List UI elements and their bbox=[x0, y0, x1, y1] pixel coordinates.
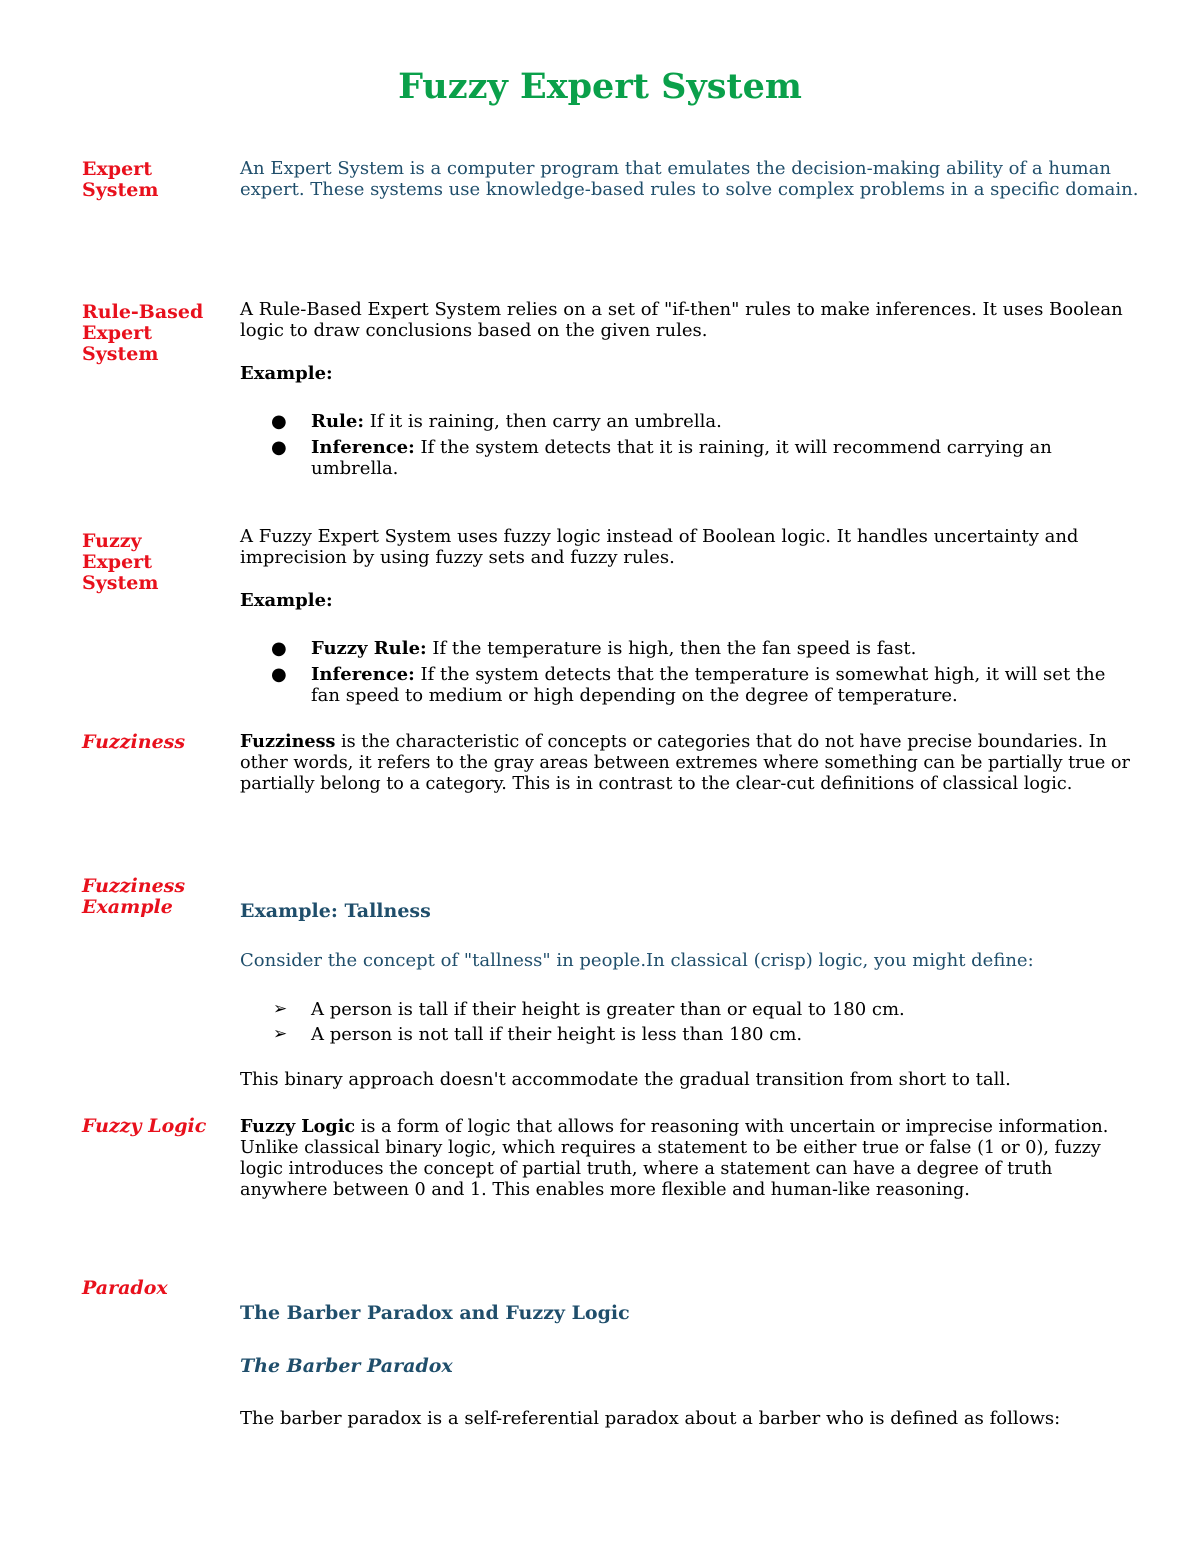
term-fuzzy-logic: Fuzzy Logic bbox=[82, 1115, 207, 1137]
item-text: If it is raining, then carry an umbrella. bbox=[363, 411, 722, 432]
expert-system-definition bbox=[240, 158, 1140, 200]
paradox-section bbox=[240, 1303, 1140, 1429]
bullet-icon: ● bbox=[271, 638, 287, 659]
rule-based-list bbox=[240, 411, 1140, 479]
document-title: Fuzzy Expert System bbox=[398, 66, 802, 107]
fuzzy-logic-definition bbox=[240, 1116, 1140, 1201]
item-label: Rule: bbox=[311, 411, 364, 432]
term-line: Expert bbox=[82, 322, 152, 344]
list-item bbox=[240, 1024, 1140, 1045]
term-line: Rule-Based bbox=[82, 301, 204, 323]
list-item bbox=[240, 437, 1140, 479]
paragraph-text: is a form of logic that allows for reasoning with uncertain or imprecise information. Unlike classical binary logic, which requires a statement to be either true or false (1 or 0), fuzzy logic introduces the concept of partial truth, where a statement can have a degree of truth anywhere between 0 and 1. This enables more flexible and human-like reasoning. bbox=[240, 1117, 1109, 1200]
lead-term: Fuzziness bbox=[240, 731, 336, 752]
paragraph-text: is the characteristic of concepts or categories that do not have precise boundaries. In other words, it refers to the gray areas between extremes where something can be partially true or partially belong to a category. This is in contrast to the clear-cut definitions of classical logic. bbox=[240, 732, 1130, 794]
term-line: Expert bbox=[82, 551, 152, 573]
fuzziness-example-section bbox=[240, 901, 1140, 1090]
list-item bbox=[240, 999, 1140, 1020]
example-intro: Consider the concept of "tallness" in people.In classical (crisp) logic, you might define: bbox=[240, 950, 1034, 971]
item-label: Inference: bbox=[311, 664, 415, 685]
lead-term: Fuzzy Logic bbox=[240, 1116, 356, 1137]
term-fuzzy-expert-system bbox=[82, 531, 232, 594]
example-label: Example: bbox=[240, 590, 333, 611]
item-text: A person is not tall if their height is less than 180 cm. bbox=[311, 1024, 803, 1045]
item-text: If the system detects that the temperature is somewhat high, it will set the fan speed to medium or high depending on the degree of temperature. bbox=[311, 664, 1106, 706]
term-line: Fuzzy bbox=[82, 530, 142, 552]
paradox-text: The barber paradox is a self-referential paradox about a barber who is defined as follows: bbox=[240, 1408, 1061, 1429]
item-label: Fuzzy Rule: bbox=[311, 638, 427, 659]
list-item bbox=[240, 664, 1140, 706]
arrow-bullet-icon: ➢ bbox=[273, 1024, 288, 1044]
paradox-subheading: The Barber Paradox bbox=[240, 1355, 453, 1377]
paragraph: An Expert System is a computer program that emulates the decision-making ability of a human expert. These systems use knowledge-based rules to solve complex problems in a specific domain. bbox=[240, 158, 1139, 200]
arrow-bullet-icon: ➢ bbox=[273, 999, 288, 1019]
fuzziness-definition bbox=[240, 731, 1140, 795]
paragraph: A Fuzzy Expert System uses fuzzy logic instead of Boolean logic. It handles uncertainty and imprecision by using fuzzy sets and fuzzy rules. bbox=[240, 526, 1079, 568]
bullet-icon: ● bbox=[271, 664, 287, 685]
paradox-heading: The Barber Paradox and Fuzzy Logic bbox=[240, 1302, 630, 1324]
example-heading: Example: Tallness bbox=[240, 900, 431, 922]
example-label: Example: bbox=[240, 363, 333, 384]
term-fuzziness-example bbox=[82, 876, 232, 918]
term-line: Fuzziness bbox=[82, 875, 186, 897]
list-item bbox=[240, 638, 1140, 659]
term-line: System bbox=[82, 179, 159, 201]
example-closing: This binary approach doesn't accommodate the gradual transition from short to tall. bbox=[240, 1069, 1011, 1090]
paragraph bbox=[240, 1116, 1140, 1201]
rule-based-section bbox=[240, 299, 1140, 479]
bullet-icon: ● bbox=[271, 437, 287, 458]
paragraph: A Rule-Based Expert System relies on a set of "if-then" rules to make inferences. It uses Boolean logic to draw conclusions based on the given rules. bbox=[240, 299, 1123, 341]
item-text: If the system detects that it is raining, it will recommend carrying an umbrella. bbox=[311, 437, 1052, 479]
term-rule-based bbox=[82, 302, 232, 365]
item-text: If the temperature is high, then the fan speed is fast. bbox=[426, 638, 917, 659]
tallness-list bbox=[240, 999, 1140, 1045]
paragraph bbox=[240, 731, 1140, 795]
term-line: System bbox=[82, 343, 159, 365]
term-fuzziness: Fuzziness bbox=[82, 731, 186, 753]
term-paradox: Paradox bbox=[82, 1277, 168, 1299]
fuzzy-expert-list bbox=[240, 638, 1140, 706]
item-label: Inference: bbox=[311, 437, 415, 458]
fuzzy-expert-section bbox=[240, 526, 1140, 706]
bullet-icon: ● bbox=[271, 411, 287, 432]
term-line: System bbox=[82, 572, 159, 594]
term-line: Expert bbox=[82, 158, 152, 180]
item-text: A person is tall if their height is greater than or equal to 180 cm. bbox=[311, 999, 905, 1020]
list-item bbox=[240, 411, 1140, 432]
term-line: Example bbox=[82, 896, 173, 918]
term-expert-system bbox=[82, 159, 232, 201]
